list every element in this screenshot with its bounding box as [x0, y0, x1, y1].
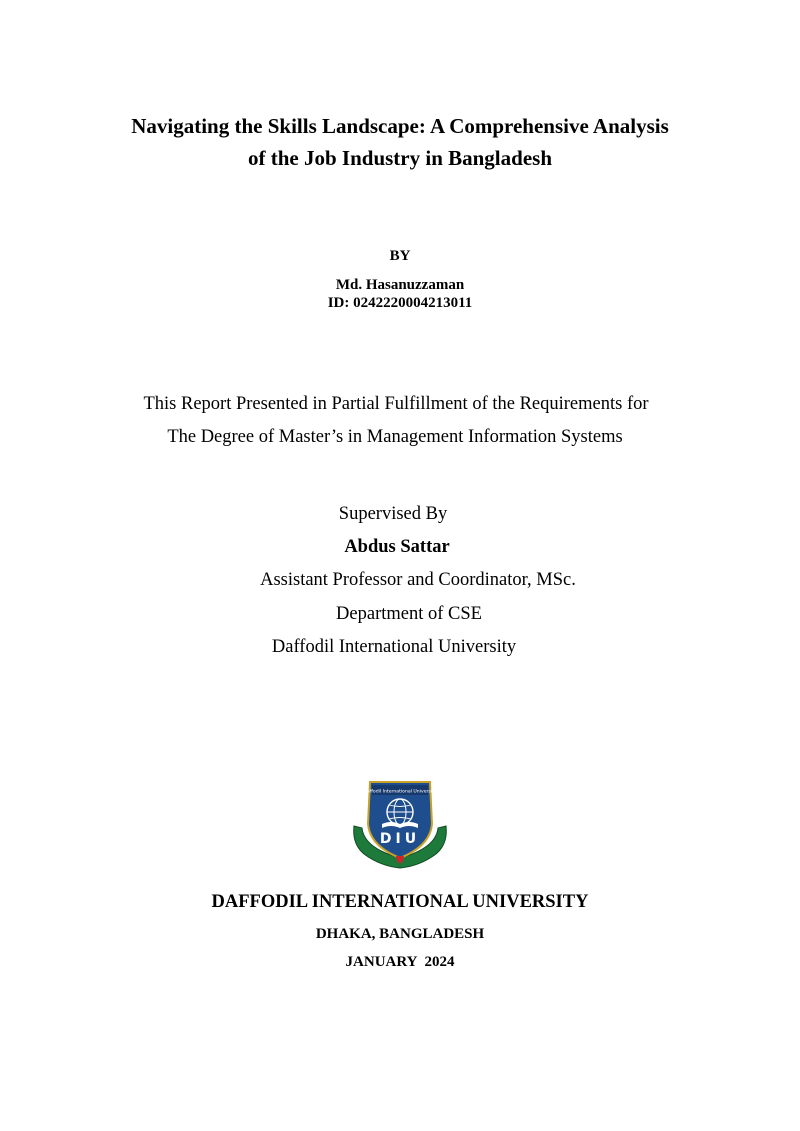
supervisor-position: Assistant Professor and Coordinator, MSc.: [260, 570, 576, 590]
logo-banner-text: Daffodil International University: [363, 789, 437, 795]
supervisor-institution: Daffodil International University: [271, 637, 517, 657]
supervised-by-label: Supervised By: [338, 504, 448, 524]
university-name: DAFFODIL INTERNATIONAL UNIVERSITY: [211, 892, 589, 912]
logo-letters: DIU: [379, 831, 421, 847]
report-date: [0, 953, 800, 971]
diu-crest-icon: [350, 778, 450, 870]
report-title: [0, 110, 800, 174]
report-date-text: JANUARY 2024: [345, 954, 455, 970]
report-title-line-2: of the Job Industry in Bangladesh: [248, 146, 552, 170]
statement-line-1: This Report Presented in Partial Fulfillment of the Requirements for: [143, 394, 649, 414]
statement-line-2: The Degree of Master’s in Management Information Systems: [167, 427, 623, 447]
author-name: Md. Hasanuzzaman: [335, 277, 465, 293]
location: DHAKA, BANGLADESH: [315, 926, 485, 942]
report-title-line-1: Navigating the Skills Landscape: A Comprehensive Analysis: [131, 114, 669, 138]
supervisor-department: Department of CSE: [336, 604, 482, 624]
author-block: [0, 276, 800, 312]
by-label: BY: [389, 248, 411, 264]
author-id: ID: 0242220004213011: [327, 295, 473, 311]
supervisor-name: Abdus Sattar: [344, 537, 450, 557]
